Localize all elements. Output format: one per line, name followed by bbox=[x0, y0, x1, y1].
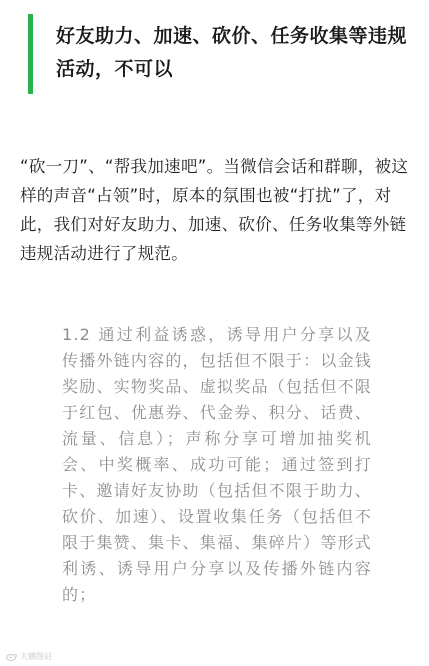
watermark-logo-icon bbox=[6, 653, 18, 661]
rule-quote: 1.2 通过利益诱惑，诱导用户分享以及传播外链内容的，包括但不限于：以金钱奖励、实物奖品、虚拟奖品（包括但不限于红包、优惠券、代金券、积分、话费、流量、信息）；声称分享可增加抽奖机会、中奖概率、成功可能；通过签到打卡、邀请好友协助（包括但不限于助力、砍价、加速）、设置收集任务（包括但不限于集赞、集卡、集福、集碎片）等形式利诱、诱导用户分享以及传播外链内容的； bbox=[62, 325, 372, 604]
watermark-text: 大鹏图站 bbox=[20, 652, 52, 661]
heading-title: 好友助力、加速、砍价、任务收集等违规活动，不可以 bbox=[56, 25, 408, 80]
section-heading bbox=[28, 14, 408, 94]
intro-paragraph: “砍一刀”、“帮我加速吧”。当微信会话和群聊，被这样的声音“占领”时，原本的氛围也被“打扰”了，对此，我们对好友助力、加速、砍价、任务收集等外链违规活动进行了规范。 bbox=[20, 157, 409, 263]
heading-accent-bar bbox=[28, 14, 33, 94]
watermark bbox=[6, 651, 52, 662]
